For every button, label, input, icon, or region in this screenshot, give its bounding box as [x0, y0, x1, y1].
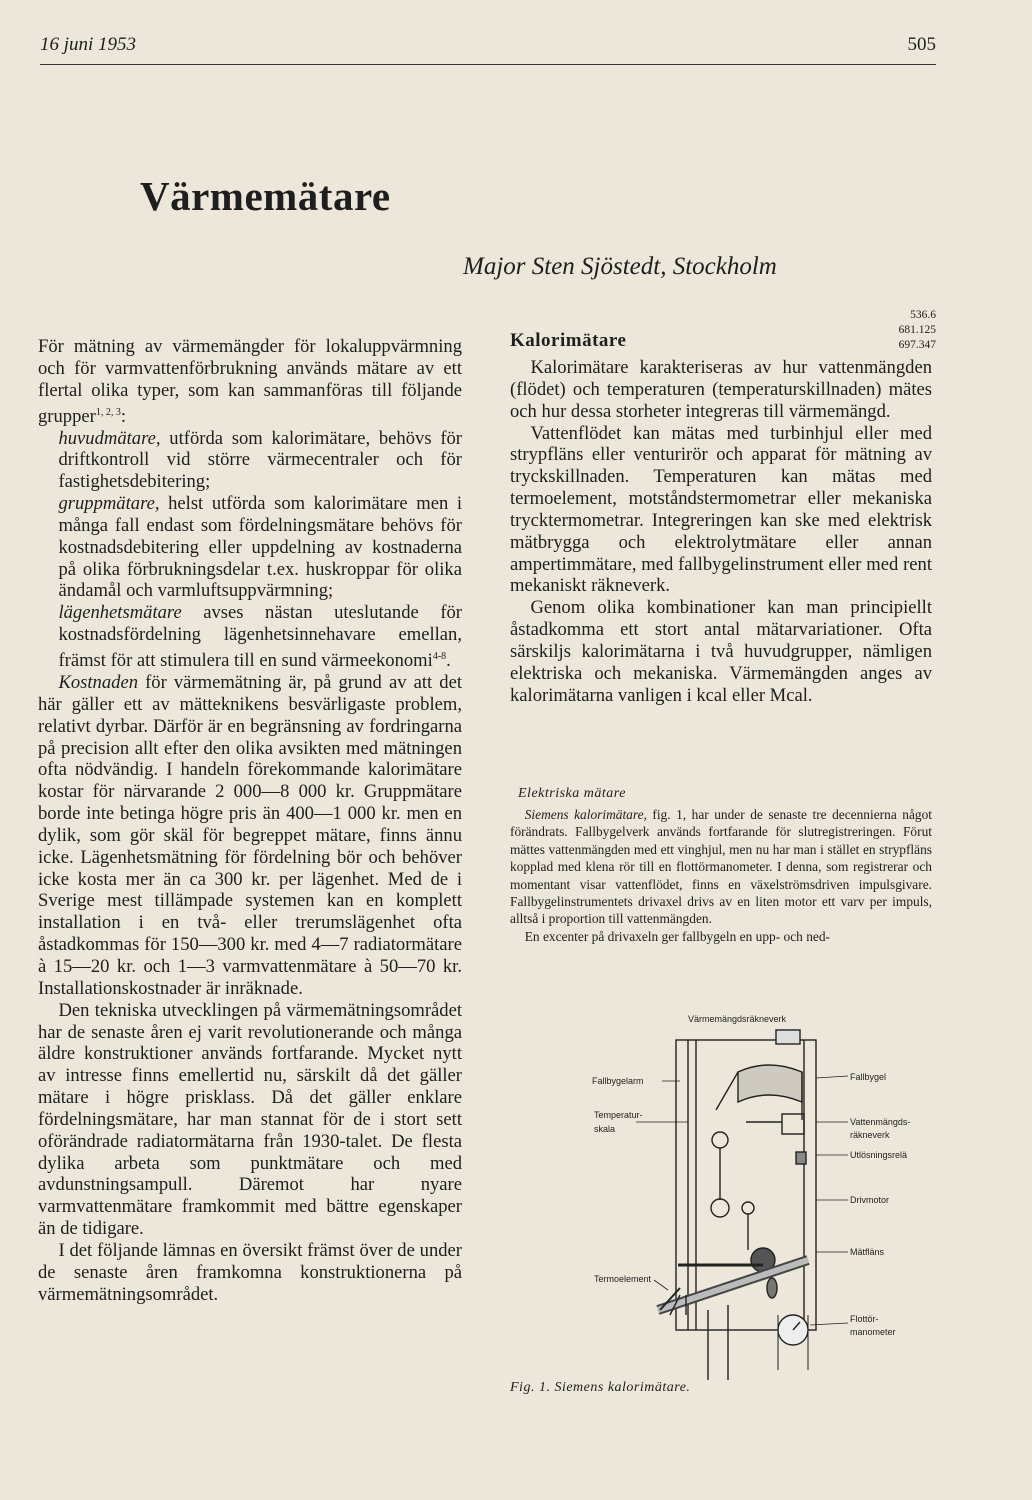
label-matflans: Mätfläns — [850, 1247, 885, 1257]
right-column — [510, 357, 932, 707]
page-header — [40, 32, 936, 65]
item-gruppmatare: gruppmätare, helst utförda som kalorimätare men i många fall endast som fördelningsmätare behövs för kostnadsdebitering eller uppdelning av kostnaderna på olika förbrukningsdelar t.ex. huskroppar för olika ändamål och varmluftsuppvärmning; — [58, 493, 462, 602]
label-drivmotor: Drivmotor — [850, 1195, 890, 1205]
intro-paragraph: För mätning av värmemängder för lokaluppvärmning och för varmvattenförbrukning används mätare av ett flertal olika typer, som kan sammanföras till följande grupper$^{1, 2, 3}$: — [38, 336, 462, 427]
code-3: 697.347 — [898, 339, 936, 351]
siemens-paragraph: Siemens kalorimätare, fig. 1, har under de senaste tre decennierna något förändrats. Fallbygelverk används fortfarande för slutregistreringen. Förut mättes vattenmängden med ett vinghjul, men nu har man i stället en strypfläns kopplad med klena rör till en flottörmanometer. I denna, som registrerar och momentant visar vattenflödet, finns en växelströmsdriven impulsgivare. Fallbygelinstrumentets drivaxel drivs av en liten motor ett varv per impuls, alltså i proportion till vattenmängden. — [510, 807, 933, 927]
classification-codes — [880, 308, 936, 353]
item-huvudmatare: huvudmätare, utförda som kalorimätare, behövs för driftkontroll vid större värmecentraler och för fastighetsdebitering; — [58, 427, 462, 493]
section-heading-kalorimatare: Kalorimätare — [510, 330, 627, 351]
subheading-elektriska: Elektriska mätare — [518, 786, 626, 801]
page-number: 505 — [907, 34, 936, 55]
label-termoelement: Termoelement — [594, 1274, 652, 1284]
left-column — [38, 336, 462, 1306]
development-paragraph: Den tekniska utvecklingen på värmemätningsområdet har de senaste åren ej varit revolutionerande och många äldre konstruktioner används fortfarande. Mycket nytt av intresse finns emellertid nu, särskilt då det gäller mätare i högre prisklass. Då det gäller enklare fördelningsmätare, har man stannat för de i stort sett oförändrade radiatormätarna från 1930-talet. De flesta dylika arbeta som punktmätare och med avdunstningsampull. Däremot har nyare varmvattenmätare framkommit med bättre egenskaper än de tidigare. — [38, 999, 462, 1240]
label-temperaturskala-2: skala — [594, 1124, 616, 1134]
label-vattenmangds-2: räkneverk — [850, 1130, 890, 1140]
code-1: 536.6 — [910, 309, 936, 321]
code-2: 681.125 — [898, 324, 936, 336]
kalorimatare-p2: Vattenflödet kan mätas med turbinhjul eller med strypfläns eller venturirör och apparat för mätning av tryckskillnaden. Temperaturen kan mätas med termoelement, motståndstermometrar eller mekaniska trycktermometrar. Integreringen kan ske med elektrisk mätbrygga och elektrolytmätare eller annan ampertimmätare, med fallbygelinstrument eller med rent mekaniskt räkneverk. — [510, 422, 932, 597]
label-varmemangdsraknevek: Värmemängdsräkneverk — [688, 1014, 787, 1024]
siemens-calorimeter-diagram — [588, 1010, 938, 1390]
label-flottor-2: manometer — [850, 1327, 896, 1337]
article-author: Major Sten Sjöstedt, Stockholm — [463, 253, 777, 280]
label-utlosningsrela: Utlösningsrelä — [850, 1150, 908, 1160]
kalorimatare-p3: Genom olika kombinationer kan man principiellt åstadkomma ett stort antal mätarvariationer. Ofta särskiljs kalorimätarna i två huvudgrupper, nämligen elektriska och mekaniska. Värmemängden anges av kalorimätarna vanligen i kcal eller Mcal. — [510, 597, 932, 706]
small-text-block — [510, 806, 932, 945]
label-flottor-1: Flottör- — [850, 1314, 879, 1324]
label-fallbygel: Fallbygel — [850, 1072, 887, 1082]
excenter-paragraph: En excenter på drivaxeln ger fallbygeln en upp- och ned- — [524, 928, 830, 944]
label-fallbygelarm: Fallbygelarm — [592, 1076, 644, 1086]
overview-paragraph: I det följande lämnas en översikt främst över de under de senaste åren framkomna konstruktionerna på värmemätningsområdet. — [38, 1239, 462, 1305]
kalorimatare-p1: Kalorimätare karakteriseras av hur vattenmängden (flödet) och temperaturen (temperaturskillnaden) mätes och hur dessa storheter integreras till värmemängd. — [510, 357, 932, 422]
cost-paragraph: Kostnaden för värmemätning är, på grund av att det här gäller ett av mätteknikens besvärligaste problem, relativt dyrbar. Därför är en begränsning av fordringarna på precision allt efter den olika avsikten med mätningen ofta nödvändig. I handeln förekommande kalorimätare kostar för närvarande 2 000—8 000 kr. Gruppmätare borde inte betinga högre pris än 400—1 000 kr. men en dylik, som gör skäl för begreppet mätare, finns ännu icke. Lägenhetsmätning för fördelning bör och behöver icke kosta mer än ca 300 kr. per lägenhet. Med de i Sverige mest tillämpade systemen kan en komplett installation i en två- eller trerumslägenhet ofta åstadkommas för 150—300 kr. med 4—7 radiatormätare à 15—20 kr. och 1—3 varmvattenmätare à 50—70 kr. Installationskostnader är inräknade. — [38, 672, 462, 999]
label-temperaturskala-1: Temperatur- — [594, 1110, 643, 1120]
article-title: Värmemätare — [140, 173, 391, 219]
issue-date: 16 juni 1953 — [40, 34, 137, 55]
figure-caption: Fig. 1. Siemens kalorimätare. — [510, 1380, 691, 1395]
label-vattenmangds-1: Vattenmängds- — [850, 1117, 911, 1127]
item-lagenhetsmatare: lägenhetsmätare avses nästan uteslutande för kostnadsfördelning lägenhetsinnehavare emellan, främst för att stimulera till en sund värmeekonomi$^{4-8}$. — [58, 602, 462, 672]
